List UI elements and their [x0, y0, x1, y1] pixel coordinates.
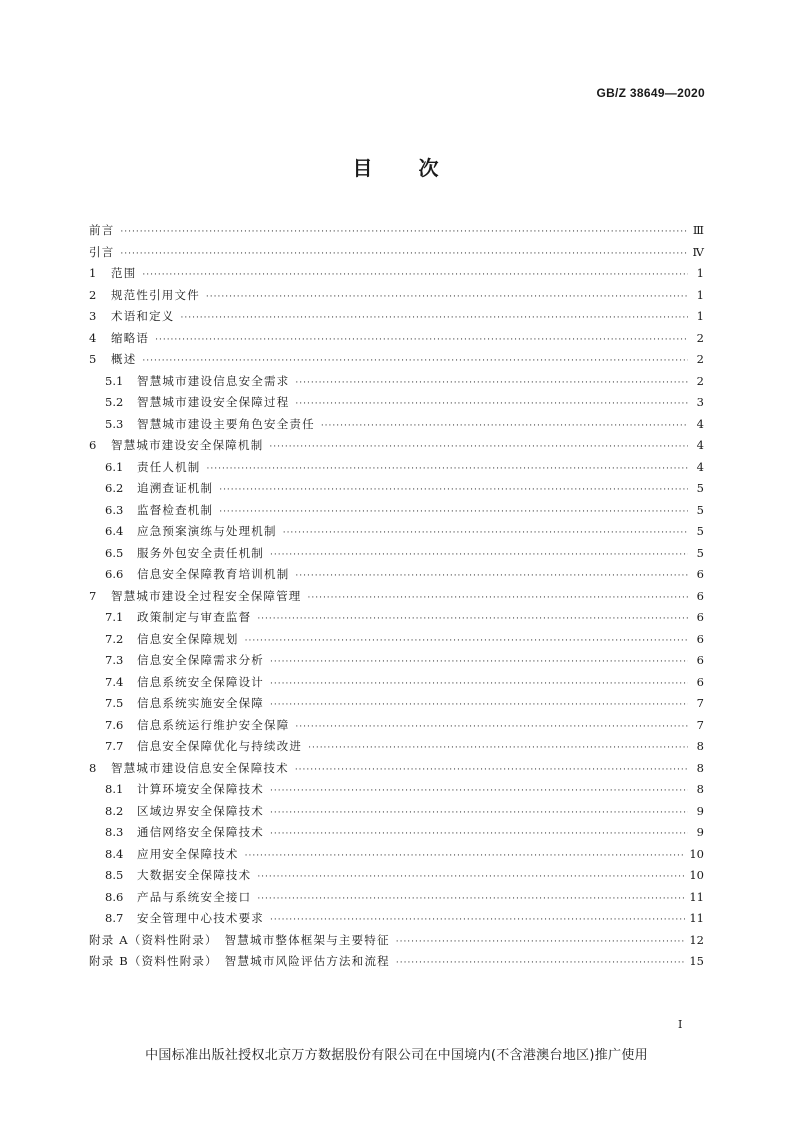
toc-entry-label: 信息系统安全保障设计	[137, 674, 264, 689]
toc-leader-dots	[270, 545, 688, 567]
toc-leader-dots	[257, 889, 685, 911]
toc-entry-page: 7	[696, 717, 704, 732]
toc-entry-label: 缩略语	[111, 330, 150, 345]
toc-leader-dots	[295, 760, 688, 782]
toc-entry[interactable]	[89, 457, 704, 479]
toc-entry[interactable]	[89, 715, 704, 737]
standard-code: GB/Z 38649—2020	[596, 86, 705, 100]
toc-entry[interactable]	[89, 887, 704, 909]
toc-entry-page: 2	[696, 330, 704, 345]
toc-entry-label: 政策制定与审查监督	[137, 610, 252, 624]
toc-leader-dots	[270, 803, 688, 825]
toc-leader-dots	[120, 244, 688, 266]
page-title	[0, 152, 793, 181]
toc-entry-label: 智慧城市建设全过程安全保障管理	[111, 588, 302, 603]
toc-entry-number: 8.6	[105, 889, 124, 904]
toc-entry-page: 5	[696, 545, 704, 560]
toc-entry[interactable]	[89, 930, 704, 952]
toc-entry-page: 15	[689, 954, 704, 968]
toc-entry-page: 5	[696, 481, 704, 495]
toc-entry-label: 信息安全保障教育培训机制	[137, 567, 290, 581]
toc-entry-number: 1	[89, 266, 97, 280]
toc-leader-dots	[270, 910, 685, 932]
toc-entry-label: 智慧城市建设信息安全保障技术	[111, 760, 289, 775]
toc-entry-number: 5.3	[105, 416, 124, 431]
title-char-2: 次	[418, 156, 441, 180]
toc-entry-page: 8	[696, 739, 704, 753]
page-folio: I	[678, 1018, 683, 1031]
toc-entry[interactable]	[89, 629, 704, 651]
toc-leader-dots	[321, 416, 688, 438]
toc-leader-dots	[245, 846, 686, 868]
toc-entry[interactable]	[89, 586, 704, 608]
toc-entry-number: 6.3	[105, 502, 124, 517]
toc-entry-label: 责任人机制	[137, 459, 201, 474]
toc-leader-dots	[270, 652, 688, 674]
toc-entry-label: 追溯查证机制	[137, 481, 214, 495]
toc-entry[interactable]	[89, 543, 704, 565]
toc-leader-dots	[295, 373, 688, 395]
toc-entry-page: 6	[696, 674, 704, 689]
toc-entry-page: 6	[696, 588, 704, 603]
footer-license-notice: 中国标准出版社授权北京万方数据股份有限公司在中国境内(不含港澳台地区)推广使用	[145, 1048, 648, 1063]
toc-entry-label: 规范性引用文件	[111, 287, 200, 302]
toc-leader-dots	[270, 824, 688, 846]
toc-entry-number: 8.7	[105, 911, 124, 925]
toc-entry-label: 区域边界安全保障技术	[137, 803, 264, 818]
toc-leader-dots	[181, 308, 689, 330]
toc-entry-label: 信息安全保障需求分析	[137, 653, 264, 667]
toc-entry[interactable]	[89, 349, 704, 371]
toc-entry[interactable]	[89, 521, 704, 543]
toc-entry[interactable]	[89, 607, 704, 629]
toc-entry-label: 大数据安全保障技术	[137, 868, 252, 882]
toc-entry[interactable]	[89, 220, 704, 242]
toc-entry-page: 2	[696, 373, 704, 388]
toc-entry-label: 范围	[111, 266, 137, 280]
toc-entry-label: 附录 B（资料性附录） 智慧城市风险评估方法和流程	[89, 954, 390, 968]
toc-entry-page: 12	[689, 932, 704, 947]
toc-entry[interactable]	[89, 392, 704, 414]
toc-entry-label: 通信网络安全保障技术	[137, 825, 264, 839]
toc-entry-page: 9	[696, 803, 704, 818]
toc-entry-number: 7.2	[105, 631, 124, 646]
toc-entry[interactable]	[89, 822, 704, 844]
toc-entry[interactable]	[89, 500, 704, 522]
toc-leader-dots	[120, 222, 688, 244]
toc-entry-label: 术语和定义	[111, 309, 175, 323]
toc-entry-page: 6	[696, 631, 704, 646]
toc-entry-number: 8.5	[105, 868, 124, 882]
toc-entry-number: 3	[89, 309, 97, 323]
toc-entry-number: 8.1	[105, 782, 124, 796]
toc-leader-dots	[283, 523, 688, 545]
toc-entry-label: 智慧城市建设安全保障机制	[111, 438, 264, 452]
toc-entry-label: 信息安全保障优化与持续改进	[137, 739, 303, 753]
toc-entry-label: 信息系统运行维护安全保障	[137, 717, 290, 732]
toc-leader-dots	[396, 953, 686, 975]
toc-entry[interactable]	[89, 328, 704, 350]
toc-entry[interactable]	[89, 672, 704, 694]
toc-entry[interactable]	[89, 779, 704, 801]
toc-entry[interactable]	[89, 844, 704, 866]
title-char-1: 目	[352, 156, 375, 180]
toc-leader-dots	[269, 437, 688, 459]
toc-entry[interactable]	[89, 801, 704, 823]
toc-entry-number: 8.4	[105, 846, 124, 861]
toc-entry-number: 7.7	[105, 739, 124, 753]
toc-entry-label: 引言	[89, 244, 115, 259]
toc-entry-page: 8	[696, 782, 704, 796]
toc-entry-label: 概述	[111, 352, 137, 366]
toc-entry-page: 7	[696, 696, 704, 710]
toc-entry-label: 安全管理中心技术要求	[137, 911, 264, 925]
toc-entry-page: 3	[696, 395, 704, 409]
toc-entry-label: 信息安全保障规划	[137, 631, 239, 646]
toc-entry[interactable]	[89, 908, 704, 930]
toc-entry[interactable]	[89, 414, 704, 436]
toc-leader-dots	[207, 459, 689, 481]
toc-leader-dots	[295, 717, 688, 739]
toc-leader-dots	[396, 932, 686, 954]
toc-entry-number: 6.2	[105, 481, 124, 495]
toc-leader-dots	[270, 695, 688, 717]
toc-entry-number: 5	[89, 352, 97, 366]
toc-entry-page: 10	[689, 868, 704, 882]
toc-entry-label: 前言	[89, 223, 115, 237]
toc-leader-dots	[270, 781, 688, 803]
toc-entry-label: 监督检查机制	[137, 502, 214, 517]
toc-entry[interactable]	[89, 306, 704, 328]
toc-entry-number: 5.1	[105, 373, 124, 388]
table-of-contents	[89, 220, 704, 973]
toc-entry-number: 7.6	[105, 717, 124, 732]
toc-entry-page: 10	[689, 846, 704, 861]
toc-entry-number: 5.2	[105, 395, 124, 409]
toc-entry-label: 应用安全保障技术	[137, 846, 239, 861]
toc-entry-page: Ⅲ	[692, 223, 704, 237]
toc-leader-dots	[257, 867, 685, 889]
toc-entry[interactable]	[89, 263, 704, 285]
toc-entry-page: 2	[696, 352, 704, 366]
toc-entry-number: 6	[89, 438, 97, 452]
toc-entry-number: 8.3	[105, 825, 124, 839]
toc-entry-page: 11	[689, 911, 704, 925]
toc-entry-page: 1	[696, 266, 704, 280]
toc-entry-page: 4	[696, 459, 704, 474]
toc-entry-number: 8	[89, 760, 97, 775]
toc-entry-label: 计算环境安全保障技术	[137, 782, 264, 796]
toc-entry[interactable]	[89, 865, 704, 887]
toc-leader-dots	[257, 609, 688, 631]
toc-entry[interactable]	[89, 285, 704, 307]
toc-entry-number: 6.4	[105, 524, 124, 538]
toc-leader-dots	[308, 588, 689, 610]
toc-entry[interactable]	[89, 478, 704, 500]
toc-entry[interactable]	[89, 693, 704, 715]
toc-entry-page: 5	[696, 502, 704, 517]
toc-entry-label: 产品与系统安全接口	[137, 889, 252, 904]
toc-entry-page: 8	[696, 760, 704, 775]
toc-entry-page: 1	[696, 287, 704, 302]
toc-entry-label: 智慧城市建设信息安全需求	[137, 373, 290, 388]
toc-entry-page: 4	[696, 438, 704, 452]
toc-entry-page: 4	[696, 416, 704, 431]
toc-leader-dots	[219, 480, 688, 502]
toc-entry-page: 11	[689, 889, 704, 904]
toc-entry[interactable]	[89, 435, 704, 457]
toc-entry-page: 6	[696, 653, 704, 667]
toc-leader-dots	[219, 502, 688, 524]
toc-leader-dots	[295, 394, 688, 416]
toc-entry-page: 1	[696, 309, 704, 323]
toc-entry-number: 7	[89, 588, 97, 603]
toc-entry-page: 5	[696, 524, 704, 538]
toc-entry-number: 6.5	[105, 545, 124, 560]
toc-entry-number: 2	[89, 287, 97, 302]
toc-entry-number: 6.1	[105, 459, 124, 474]
toc-entry-page: 6	[696, 567, 704, 581]
toc-entry-number: 4	[89, 330, 97, 345]
toc-entry-page: 9	[696, 825, 704, 839]
toc-entry-label: 智慧城市建设主要角色安全责任	[137, 416, 315, 431]
toc-entry-page: 6	[696, 610, 704, 624]
toc-entry-page: Ⅳ	[692, 244, 704, 259]
toc-entry-label: 应急预案演练与处理机制	[137, 524, 277, 538]
toc-entry[interactable]	[89, 242, 704, 264]
toc-leader-dots	[245, 631, 688, 653]
toc-entry[interactable]	[89, 736, 704, 758]
toc-entry-number: 7.3	[105, 653, 124, 667]
toc-entry-label: 信息系统实施安全保障	[137, 696, 264, 710]
toc-entry-number: 6.6	[105, 567, 124, 581]
toc-entry-label: 智慧城市建设安全保障过程	[137, 395, 290, 409]
toc-leader-dots	[155, 330, 688, 352]
toc-entry-number: 8.2	[105, 803, 124, 818]
toc-entry[interactable]	[89, 371, 704, 393]
toc-entry[interactable]	[89, 758, 704, 780]
toc-entry[interactable]	[89, 564, 704, 586]
toc-leader-dots	[308, 738, 688, 760]
toc-entry-label: 附录 A（资料性附录） 智慧城市整体框架与主要特征	[89, 932, 390, 947]
toc-leader-dots	[206, 287, 688, 309]
toc-entry-number: 7.5	[105, 696, 124, 710]
toc-entry[interactable]	[89, 650, 704, 672]
toc-leader-dots	[270, 674, 688, 696]
toc-entry-label: 服务外包安全责任机制	[137, 545, 264, 560]
toc-leader-dots	[295, 566, 688, 588]
toc-entry-number: 7.4	[105, 674, 124, 689]
toc-entry[interactable]	[89, 951, 704, 973]
toc-entry-number: 7.1	[105, 610, 124, 624]
toc-leader-dots	[142, 265, 688, 287]
toc-leader-dots	[142, 351, 688, 373]
